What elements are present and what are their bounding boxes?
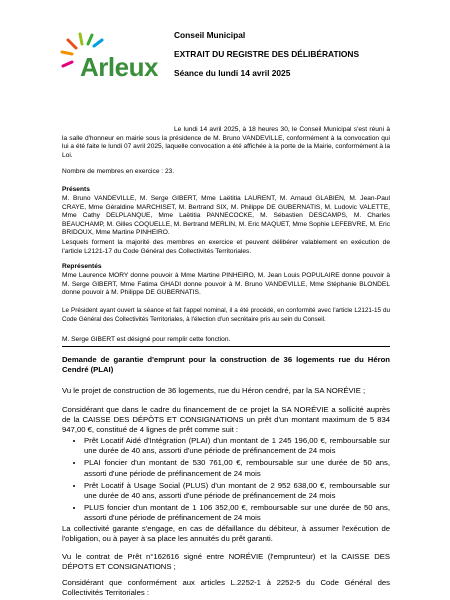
deliberation-paragraph-4: Vu le contrat de Prêt n°162616 signé entre NORÉVIE (l'emprunteur) et la CAISSE DES DÉPOTS ET CONSIGNATIONS ; xyxy=(62,552,390,572)
convocation-paragraph: Le lundi 14 avril 2025, à 18 heures 30, le Conseil Municipal s'est réuni à la salle d'honneur en mairie sous la présidence de M. Bruno VANDEVILLE, conformément à la convocation qui lui a été faite le lundi 07 avril 2025, laquelle convocation a été affichée à la porte de la Mairie, conformément à la Loi. xyxy=(62,126,390,159)
members-count: Nombre de membres en exercice : 23. xyxy=(62,168,175,175)
loan-item: • PLAI foncier d'un montant de 530 761,00 €, remboursable sur une durée de 50 ans, assorti d'une période de préfinancement de 24 mois xyxy=(84,458,390,478)
deliberation-paragraph-1: Vu le projet de construction de 36 logements, rue du Héron cendré, par la SA NORÉVIE ; xyxy=(62,386,366,395)
secretary-election-text: Le Président ayant ouvert la séance et fait l'appel nominal, il a été procédé, en conformité avec l'article L2121-15 du Code Général des Collectivités Territoriales, à l'élection d'un secrétaire pris au sein du Conseil. xyxy=(62,307,390,323)
arleux-logo xyxy=(58,30,170,86)
loan-item: • PLUS foncier d'un montant de 1 106 352,00 €, remboursable sur une durée de 50 ans, assorti d'une période de préfinancement de 24 mois xyxy=(84,503,390,523)
extract-title: EXTRAIT DU REGISTRE DES DÉLIBÉRATIONS xyxy=(174,49,360,59)
deliberation-title: Demande de garantie d'emprunt pour la construction de 36 logements rue du Héron Cendré (PLAI) xyxy=(62,355,390,375)
secretary-designation: M. Serge GIBERT est désigné pour remplir cette fonction. xyxy=(62,336,231,343)
session-date: Séance du lundi 14 avril 2025 xyxy=(174,68,291,78)
section-divider xyxy=(62,346,390,347)
presents-heading: Présents xyxy=(62,186,90,193)
deliberation-paragraph-5: Considérant que conformément aux articles L.2252-1 à 2252-5 du Code Général des Collectivités Territoriales : xyxy=(62,578,390,598)
deliberation-paragraph-2: Considérant que dans le cadre du financement de ce projet la SA NORÉVIE a sollicité auprès de la CAISSE DES DÉPÔTS ET CONSIGNATIONS un prêt d'un montant maximum de 5 834 947,00 €, constitué de 4 lignes de prêt comme suit : xyxy=(62,405,390,435)
quorum-text: Lesquels forment la majorité des membres en exercice et peuvent délibérer valablement en exécution de l'article L2121-17 du Code Général des Collectivités Territoriales. xyxy=(62,239,390,255)
loan-list xyxy=(62,436,390,526)
deliberation-paragraph-3: La collectivité garante s'engage, en cas de défaillance du débiteur, à assumer l'exécution de l'obligation, ou à payer à sa place les annuités du prêt garanti. xyxy=(62,524,390,544)
document-header xyxy=(174,30,359,87)
logo-text: Arleux xyxy=(80,52,158,82)
loan-item: • Prêt Locatif Aidé d'Intégration (PLAI) d'un montant de 1 245 196,00 €, remboursable sur une durée de 40 ans, assorti d'une période de préfinancement de 24 mois xyxy=(84,436,390,456)
council-title: Conseil Municipal xyxy=(174,30,246,40)
represented-heading: Représentés xyxy=(62,263,102,270)
represented-list: Mme Laurence MORY donne pouvoir à Mme Martine PINHEIRO, M. Jean Louis POPULAIRE donne pouvoir à M. Serge GIBERT, Mme Fatima GHADI donne pouvoir à M. Bruno VANDEVILLE, Mme Stéphanie BLONDEL donne pouvoir à M. Philippe DE GUBERNATIS. xyxy=(62,272,390,297)
loan-item: • Prêt Locatif à Usage Social (PLUS) d'un montant de 2 952 638,00 €, remboursable sur une durée de 40 ans, assorti d'une période de préfinancement de 24 mois xyxy=(84,481,390,501)
presents-list: M. Bruno VANDEVILLE, M. Serge GIBERT, Mme Laëtitia LAURENT, M. Arnaud GLABIEN, M. Jean-Paul CRAYE, Mme Géraldine MARCHISET, M. Bertrand SIX, M. Philippe DE GUBERNATIS, M. Ludovic VALETTE, Mme Cathy DELPLANQUE, Mme Laëtitia PANNECOCKE, M. Sébastien DESCAMPS, M. Charles BEAUCHAMP, M. Gilles COQUELLE, M. Bertrand MERLIN, M. Eric MAQUET, Mme Sophie LEFEBVRE, M. Eric BRIDOUX, Mme Martine PINHEIRO. xyxy=(62,195,390,237)
